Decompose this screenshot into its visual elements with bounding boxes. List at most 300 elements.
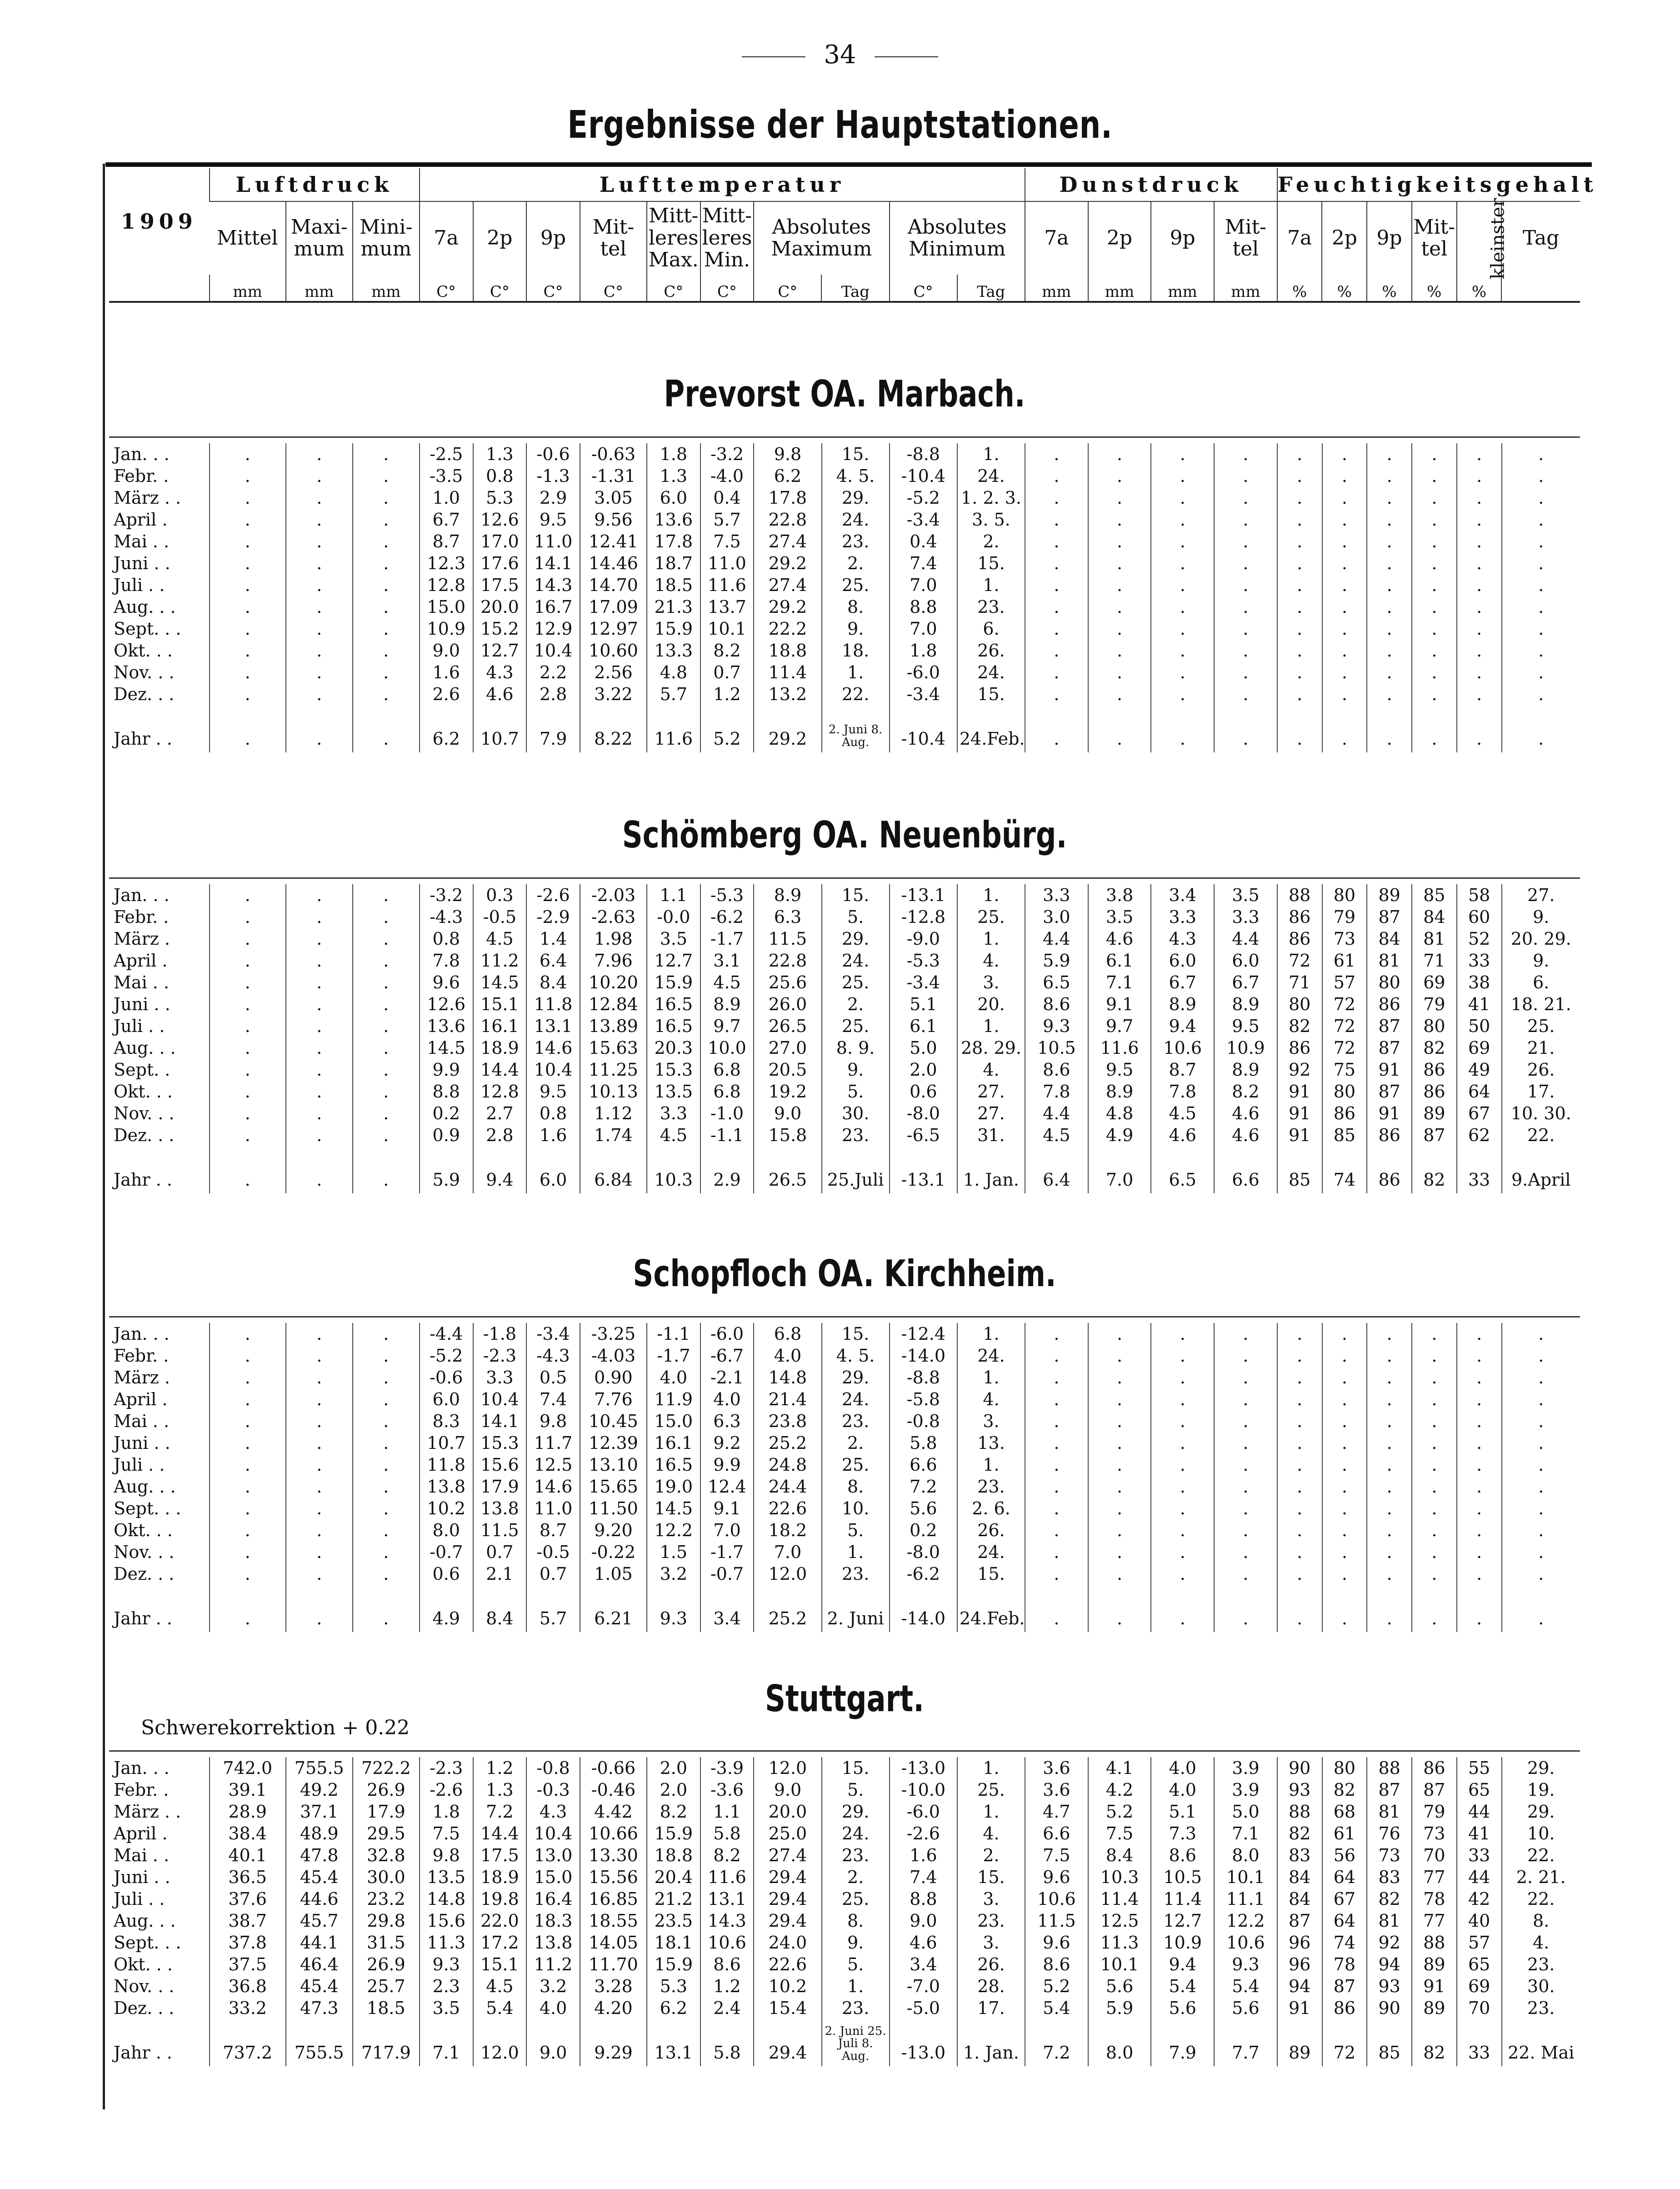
- data-cell: .: [1457, 509, 1502, 531]
- year-summary-row: [109, 1585, 1580, 1632]
- data-cell: 83: [1277, 1844, 1322, 1866]
- data-cell: .: [1277, 1367, 1322, 1388]
- year-label: Jahr . .: [114, 1608, 172, 1628]
- data-cell: .: [1088, 1541, 1151, 1563]
- summary-cell: 72: [1322, 2019, 1367, 2066]
- col-header: Mit-tel: [1214, 201, 1277, 275]
- data-cell: 4.: [957, 1388, 1025, 1410]
- summary-cell: 22. Mai: [1502, 2019, 1580, 2066]
- data-cell: 64: [1322, 1866, 1367, 1888]
- data-cell: 6.1: [890, 1015, 957, 1037]
- data-cell: .: [1412, 1476, 1457, 1498]
- data-cell: 11.8: [526, 993, 580, 1015]
- data-cell: 7.8: [1151, 1081, 1214, 1102]
- table-row: [109, 487, 1580, 509]
- table-row: [109, 661, 1580, 683]
- data-cell: 80: [1322, 884, 1367, 906]
- unit: C°: [526, 275, 580, 302]
- data-cell: .: [1502, 1498, 1580, 1519]
- data-cell: .: [353, 1388, 420, 1410]
- data-cell: 24.: [957, 1541, 1025, 1563]
- data-cell: .: [1502, 640, 1580, 661]
- data-cell: 7.4: [526, 1388, 580, 1410]
- unit: %: [1367, 275, 1412, 302]
- col-header: Mittel: [216, 226, 278, 250]
- data-cell: 8.9: [1214, 1059, 1277, 1081]
- data-cell: .: [353, 661, 420, 683]
- data-cell: 57: [1457, 1932, 1502, 1954]
- data-cell: .: [1367, 552, 1412, 574]
- data-cell: 9.5: [526, 509, 580, 531]
- data-cell: .: [210, 1410, 286, 1432]
- data-cell: -3.4: [890, 683, 957, 705]
- data-cell: 20.0: [473, 596, 527, 618]
- data-cell: .: [1322, 1519, 1367, 1541]
- month-label: Nov. . .: [114, 1103, 175, 1123]
- data-cell: 1.3: [647, 465, 700, 487]
- data-cell: .: [1367, 1432, 1412, 1454]
- data-cell: 3.: [957, 1888, 1025, 1910]
- table-row: [109, 1059, 1580, 1081]
- unit: [1501, 275, 1580, 302]
- table-row: [109, 640, 1580, 661]
- data-cell: 26.: [957, 640, 1025, 661]
- table-row: [109, 618, 1580, 640]
- data-cell: 7.3: [1151, 1823, 1214, 1844]
- data-cell: 3.4: [890, 1954, 957, 1975]
- data-cell: -6.0: [700, 1323, 754, 1345]
- data-cell: 6.8: [754, 1323, 821, 1345]
- data-cell: .: [210, 509, 286, 531]
- data-cell: -2.6: [420, 1779, 473, 1801]
- data-cell: 4.0: [526, 1997, 580, 2019]
- data-cell: .: [286, 1388, 353, 1410]
- page-number-text: 34: [824, 40, 856, 70]
- data-cell: 1.: [957, 1367, 1025, 1388]
- data-cell: 25.7: [353, 1975, 420, 1997]
- month-label: Dez. . .: [114, 1564, 175, 1584]
- summary-cell: 86: [1367, 1146, 1412, 1193]
- data-cell: 8.7: [526, 1519, 580, 1541]
- table-row: [109, 928, 1580, 950]
- data-cell: .: [1214, 487, 1277, 509]
- data-cell: 10.: [822, 1498, 890, 1519]
- data-cell: -0.6: [526, 443, 580, 465]
- data-cell: 89: [1412, 1997, 1457, 2019]
- month-label: Jan. . .: [114, 1324, 170, 1344]
- data-cell: 15.1: [473, 993, 527, 1015]
- data-cell: 18.9: [473, 1866, 527, 1888]
- data-cell: 12.97: [580, 618, 647, 640]
- data-cell: .: [1322, 683, 1367, 705]
- data-cell: .: [1151, 596, 1214, 618]
- data-cell: .: [1088, 683, 1151, 705]
- data-cell: 15.8: [754, 1124, 821, 1146]
- data-cell: 77: [1412, 1910, 1457, 1932]
- col-header: Mit-tel: [1412, 201, 1457, 275]
- data-cell: 27.4: [754, 574, 821, 596]
- data-cell: .: [1214, 1498, 1277, 1519]
- data-cell: 3.: [957, 1410, 1025, 1432]
- data-cell: 21.: [1502, 1037, 1580, 1059]
- year-label: Jahr . .: [114, 2043, 172, 2063]
- data-cell: .: [1367, 618, 1412, 640]
- data-cell: 82: [1367, 1888, 1412, 1910]
- data-cell: .: [1088, 1476, 1151, 1498]
- summary-cell: .: [1277, 705, 1322, 752]
- data-cell: 11.5: [1025, 1910, 1088, 1932]
- data-cell: .: [1457, 1541, 1502, 1563]
- data-cell: .: [1502, 487, 1580, 509]
- data-cell: 2.3: [420, 1975, 473, 1997]
- data-cell: 10.60: [580, 640, 647, 661]
- data-cell: 22.: [1502, 1124, 1580, 1146]
- data-cell: 23.: [1502, 1997, 1580, 2019]
- data-cell: 10.9: [1151, 1932, 1214, 1954]
- data-cell: .: [353, 1323, 420, 1345]
- data-cell: 27.4: [754, 531, 821, 552]
- data-cell: 27.0: [754, 1037, 821, 1059]
- data-cell: .: [1214, 531, 1277, 552]
- data-cell: 4. 5.: [822, 1345, 890, 1367]
- data-cell: 3. 5.: [957, 509, 1025, 531]
- unit: C°: [754, 275, 821, 302]
- data-cell: .: [1214, 618, 1277, 640]
- data-cell: 7.5: [1088, 1823, 1151, 1844]
- data-cell: 4.3: [526, 1801, 580, 1823]
- data-cell: -8.8: [890, 443, 957, 465]
- summary-cell: .: [1322, 1585, 1367, 1632]
- data-cell: 4.6: [1151, 1124, 1214, 1146]
- data-cell: 0.7: [526, 1563, 580, 1585]
- data-cell: .: [1502, 1323, 1580, 1345]
- data-cell: 11.7: [526, 1432, 580, 1454]
- data-cell: 42: [1457, 1888, 1502, 1910]
- data-cell: .: [1277, 640, 1322, 661]
- table-row: [109, 1541, 1580, 1563]
- data-cell: 7.1: [1088, 972, 1151, 993]
- summary-cell: 33: [1457, 1146, 1502, 1193]
- data-cell: 3.3: [1214, 906, 1277, 928]
- data-cell: .: [1088, 465, 1151, 487]
- summary-cell: 26.5: [754, 1146, 821, 1193]
- data-cell: .: [1088, 1519, 1151, 1541]
- data-cell: 7.0: [890, 618, 957, 640]
- unit: mm: [1151, 275, 1214, 302]
- col-header: 2p: [473, 201, 527, 275]
- data-cell: 12.2: [1214, 1910, 1277, 1932]
- data-cell: .: [210, 640, 286, 661]
- data-cell: .: [1457, 1323, 1502, 1345]
- data-cell: .: [1214, 1563, 1277, 1585]
- data-cell: 11.50: [580, 1498, 647, 1519]
- data-cell: .: [1502, 1432, 1580, 1454]
- data-cell: .: [1214, 1454, 1277, 1476]
- data-cell: 9.: [1502, 950, 1580, 972]
- month-label: April .: [114, 951, 168, 971]
- data-cell: 19.: [1502, 1779, 1580, 1801]
- data-cell: .: [1151, 443, 1214, 465]
- data-cell: .: [1214, 509, 1277, 531]
- data-cell: .: [1367, 661, 1412, 683]
- data-cell: 5.: [822, 1779, 890, 1801]
- table-row: [109, 1124, 1580, 1146]
- data-cell: 6.2: [647, 1997, 700, 2019]
- data-cell: .: [1502, 1388, 1580, 1410]
- data-cell: .: [286, 618, 353, 640]
- data-cell: 17.8: [754, 487, 821, 509]
- data-cell: .: [1412, 1410, 1457, 1432]
- summary-cell: 6.4: [1025, 1146, 1088, 1193]
- data-cell: 15.: [822, 1323, 890, 1345]
- data-cell: .: [286, 1410, 353, 1432]
- month-label: Juni . .: [114, 1433, 170, 1453]
- unit: mm: [1025, 275, 1088, 302]
- data-cell: 25.: [1502, 1015, 1580, 1037]
- data-cell: 18.1: [647, 1932, 700, 1954]
- data-cell: 37.5: [210, 1954, 286, 1975]
- data-cell: .: [1457, 1410, 1502, 1432]
- data-cell: -3.2: [700, 443, 754, 465]
- data-cell: .: [1088, 1345, 1151, 1367]
- data-cell: 91: [1277, 1997, 1322, 2019]
- data-cell: 15.2: [473, 618, 527, 640]
- data-cell: -13.1: [890, 884, 957, 906]
- data-cell: 0.4: [700, 487, 754, 509]
- summary-cell: 2.9: [700, 1146, 754, 1193]
- data-cell: 12.8: [420, 574, 473, 596]
- data-cell: .: [353, 1498, 420, 1519]
- data-cell: 50: [1457, 1015, 1502, 1037]
- col-header: 9p: [526, 201, 580, 275]
- data-cell: 13.1: [700, 1888, 754, 1910]
- data-cell: 87: [1367, 906, 1412, 928]
- data-cell: .: [1412, 1388, 1457, 1410]
- data-cell: -8.0: [890, 1102, 957, 1124]
- data-cell: .: [1151, 509, 1214, 531]
- data-cell: 14.05: [580, 1932, 647, 1954]
- table-row: [109, 972, 1580, 993]
- data-cell: .: [353, 884, 420, 906]
- data-cell: 15.: [822, 443, 890, 465]
- data-cell: 91: [1277, 1081, 1322, 1102]
- month-label: Febr. .: [114, 466, 169, 486]
- summary-cell: 6.21: [580, 1585, 647, 1632]
- data-cell: 9.56: [580, 509, 647, 531]
- data-cell: 38: [1457, 972, 1502, 993]
- data-cell: .: [1502, 443, 1580, 465]
- data-cell: 1.6: [890, 1844, 957, 1866]
- data-cell: 15.: [822, 884, 890, 906]
- data-cell: .: [1214, 1367, 1277, 1388]
- summary-cell: 3.4: [700, 1585, 754, 1632]
- data-cell: -4.03: [580, 1345, 647, 1367]
- data-cell: 12.6: [473, 509, 527, 531]
- data-cell: .: [1025, 531, 1088, 552]
- data-cell: 9.9: [700, 1454, 754, 1476]
- data-cell: 1.1: [700, 1801, 754, 1823]
- data-cell: -8.0: [890, 1541, 957, 1563]
- summary-cell: .: [353, 1585, 420, 1632]
- data-cell: 72: [1322, 1037, 1367, 1059]
- data-cell: 5.8: [890, 1432, 957, 1454]
- unit-empty: [109, 275, 210, 302]
- data-cell: 6.4: [526, 950, 580, 972]
- data-cell: 52: [1457, 928, 1502, 950]
- data-cell: 64: [1457, 1081, 1502, 1102]
- data-cell: 2.8: [473, 1124, 527, 1146]
- data-cell: 72: [1277, 950, 1322, 972]
- data-cell: .: [1277, 596, 1322, 618]
- data-cell: 2.7: [473, 1102, 527, 1124]
- data-cell: 9.4: [1151, 1015, 1214, 1037]
- data-cell: 3.28: [580, 1975, 647, 1997]
- page-number: [0, 40, 1680, 70]
- data-cell: 80: [1277, 993, 1322, 1015]
- data-cell: .: [1088, 531, 1151, 552]
- data-cell: 22.: [1502, 1888, 1580, 1910]
- summary-cell: .: [1412, 705, 1457, 752]
- data-cell: 45.7: [286, 1910, 353, 1932]
- data-cell: 8.9: [1214, 993, 1277, 1015]
- data-cell: 48.9: [286, 1823, 353, 1844]
- data-cell: 44.6: [286, 1888, 353, 1910]
- data-cell: 11.5: [473, 1519, 527, 1541]
- data-cell: 29.: [822, 928, 890, 950]
- table-row: [109, 1015, 1580, 1037]
- data-cell: .: [1367, 509, 1412, 531]
- data-cell: 4.8: [647, 661, 700, 683]
- data-cell: 62: [1457, 1124, 1502, 1146]
- data-cell: 18.: [822, 640, 890, 661]
- data-cell: .: [1457, 487, 1502, 509]
- data-cell: 21.3: [647, 596, 700, 618]
- data-cell: .: [1025, 509, 1088, 531]
- data-cell: -1.0: [700, 1102, 754, 1124]
- data-cell: -12.8: [890, 906, 957, 928]
- data-cell: 1.74: [580, 1124, 647, 1146]
- data-cell: .: [353, 1563, 420, 1585]
- data-cell: 9.0: [754, 1102, 821, 1124]
- data-cell: 14.6: [526, 1037, 580, 1059]
- data-cell: 71: [1412, 950, 1457, 972]
- data-cell: .: [1322, 487, 1367, 509]
- table-row: [109, 574, 1580, 596]
- data-cell: 5.: [822, 906, 890, 928]
- data-cell: .: [1322, 1454, 1367, 1476]
- data-cell: 76: [1367, 1823, 1412, 1844]
- page-title: Ergebnisse der Hauptstationen.: [567, 102, 1113, 147]
- data-cell: -0.6: [420, 1367, 473, 1388]
- data-cell: .: [1151, 618, 1214, 640]
- data-cell: 10.7: [420, 1432, 473, 1454]
- data-cell: 87: [1412, 1124, 1457, 1146]
- data-cell: 4.6: [473, 683, 527, 705]
- data-cell: 5.2: [1088, 1801, 1151, 1823]
- month-label: Juli . .: [114, 1455, 165, 1475]
- data-cell: 10.1: [1214, 1866, 1277, 1888]
- data-cell: 89: [1412, 1102, 1457, 1124]
- data-cell: 22.8: [754, 509, 821, 531]
- data-cell: 7.4: [890, 552, 957, 574]
- data-cell: .: [1322, 552, 1367, 574]
- data-cell: 27.: [957, 1081, 1025, 1102]
- data-cell: 15.: [957, 683, 1025, 705]
- data-cell: 72: [1322, 1015, 1367, 1037]
- data-cell: .: [1088, 1367, 1151, 1388]
- data-cell: 1.05: [580, 1563, 647, 1585]
- data-cell: .: [1277, 1519, 1322, 1541]
- data-cell: 14.8: [420, 1888, 473, 1910]
- data-cell: 2.56: [580, 661, 647, 683]
- data-cell: .: [1151, 1367, 1214, 1388]
- data-cell: 82: [1322, 1779, 1367, 1801]
- data-cell: 1.: [957, 1454, 1025, 1476]
- data-cell: 45.4: [286, 1975, 353, 1997]
- data-cell: .: [353, 928, 420, 950]
- data-cell: .: [1457, 574, 1502, 596]
- data-cell: 11.0: [526, 531, 580, 552]
- data-cell: -6.7: [700, 1345, 754, 1367]
- data-cell: -10.0: [890, 1779, 957, 1801]
- data-cell: 15.: [957, 1866, 1025, 1888]
- data-cell: .: [1025, 1323, 1088, 1345]
- data-cell: .: [286, 1037, 353, 1059]
- summary-cell: .: [1088, 1585, 1151, 1632]
- data-cell: 13.7: [700, 596, 754, 618]
- data-cell: 12.7: [647, 950, 700, 972]
- data-cell: 4.8: [1088, 1102, 1151, 1124]
- data-cell: .: [1457, 596, 1502, 618]
- data-cell: 9.6: [1025, 1866, 1088, 1888]
- data-cell: .: [1151, 531, 1214, 552]
- data-cell: 25.: [822, 1888, 890, 1910]
- table-row: [109, 1102, 1580, 1124]
- table-row: [109, 1081, 1580, 1102]
- data-cell: 8.2: [647, 1801, 700, 1823]
- data-cell: .: [210, 1498, 286, 1519]
- data-cell: 8.4: [526, 972, 580, 993]
- data-cell: 25.: [822, 1015, 890, 1037]
- data-cell: 0.8: [526, 1102, 580, 1124]
- data-cell: 9.0: [754, 1779, 821, 1801]
- data-cell: 81: [1367, 1910, 1412, 1932]
- month-label: Juli . .: [114, 1016, 165, 1036]
- data-cell: 5.: [822, 1519, 890, 1541]
- data-cell: .: [1277, 531, 1322, 552]
- data-cell: .: [1412, 1519, 1457, 1541]
- data-cell: .: [1502, 1345, 1580, 1367]
- month-label: Okt. . .: [114, 1082, 173, 1102]
- data-cell: 4.2: [1088, 1779, 1151, 1801]
- data-cell: 1.2: [700, 683, 754, 705]
- data-cell: 86: [1412, 1059, 1457, 1081]
- data-cell: 9.1: [700, 1498, 754, 1519]
- data-cell: .: [286, 950, 353, 972]
- data-cell: .: [1367, 683, 1412, 705]
- data-cell: .: [353, 1124, 420, 1146]
- data-cell: 9.8: [526, 1410, 580, 1432]
- data-cell: 4.3: [473, 661, 527, 683]
- data-cell: 7.8: [420, 950, 473, 972]
- data-cell: 1. 2. 3.: [957, 487, 1025, 509]
- data-cell: 1.: [957, 1757, 1025, 1779]
- data-cell: 18.5: [353, 1997, 420, 2019]
- data-cell: 94: [1277, 1975, 1322, 1997]
- summary-cell: 29.2: [754, 705, 821, 752]
- data-cell: 92: [1367, 1932, 1412, 1954]
- data-cell: .: [353, 950, 420, 972]
